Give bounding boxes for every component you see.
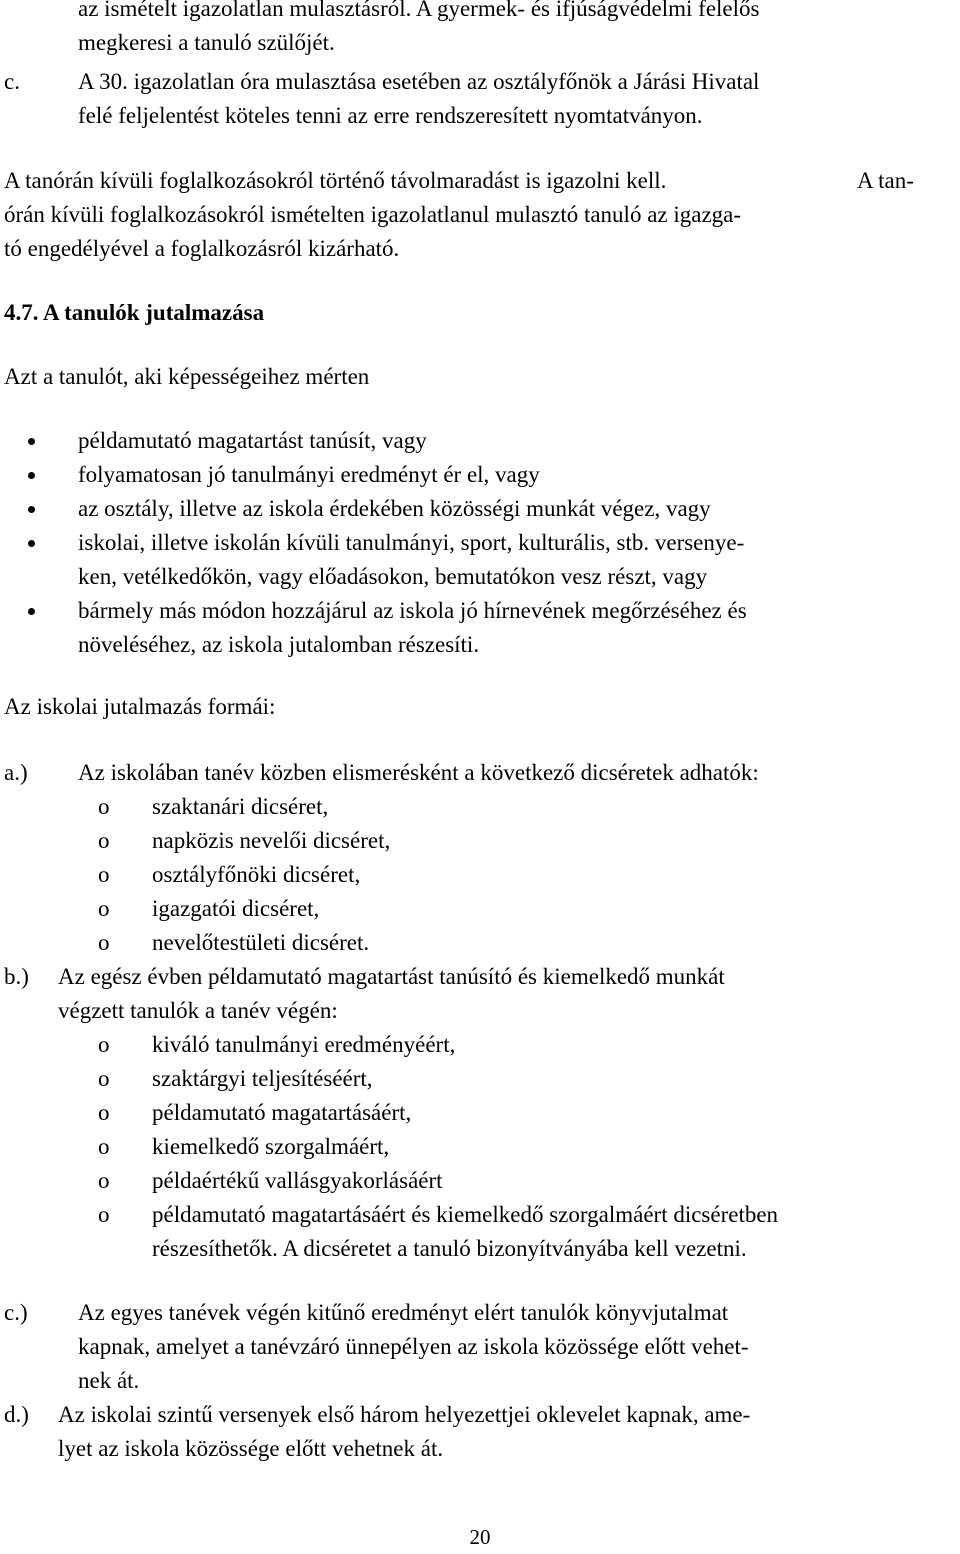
form-c-line-1: Az egyes tanévek végén kitűnő eredményt elért tanulók könyvjutalmat	[78, 1300, 729, 1325]
form-c-label: c.)	[4, 1300, 28, 1325]
list-item: példaértékű vallásgyakorlásáért	[152, 1168, 443, 1193]
list-item: példamutató magatartást tanúsít, vagy	[78, 428, 427, 453]
list-item: nevelőtestületi dicséret.	[152, 930, 370, 955]
bullet-dot	[28, 540, 35, 547]
forms-heading: Az iskolai jutalmazás formái:	[4, 694, 276, 719]
form-b-label: b.)	[4, 964, 29, 989]
list-item: kiemelkedő szorgalmáért,	[152, 1134, 390, 1159]
bullet-dot	[28, 472, 35, 479]
form-a-text: Az iskolában tanév közben elismerésként a következő dicséretek adhatók:	[78, 760, 759, 785]
item-c-line-1: A 30. igazolatlan óra mulasztása esetében az osztályfőnök a Járási Hivatal	[78, 69, 760, 94]
circle-bullet: o	[98, 1134, 110, 1159]
list-item: az osztály, illetve az iskola érdekében közösségi munkát végez, vagy	[78, 496, 711, 521]
form-d-line-2: lyet az iskola közössége előtt vehetnek át.	[58, 1436, 444, 1461]
bullet-dot	[28, 608, 35, 615]
list-item: példamutató magatartásáért és kiemelkedő szorgalmáért dicséretben	[152, 1202, 779, 1227]
extracurricular-line-2: A tan-	[857, 168, 914, 193]
item-c-line-2: felé feljelentést köteles tenni az erre rendszeresített nyomtatványon.	[78, 103, 703, 128]
list-item: szaktanári dicséret,	[152, 794, 329, 819]
extracurricular-line-1: A tanórán kívüli foglalkozásokról történő távolmaradást is igazolni kell.	[4, 168, 667, 193]
list-item-continuation: részesíthetők. A dicséretet a tanuló bizonyítványába kell vezetni.	[152, 1236, 747, 1261]
circle-bullet: o	[98, 794, 110, 819]
circle-bullet: o	[98, 930, 110, 955]
circle-bullet: o	[98, 1168, 110, 1193]
list-item: folyamatosan jó tanulmányi eredményt ér el, vagy	[78, 462, 540, 487]
list-item: iskolai, illetve iskolán kívüli tanulmányi, sport, kulturális, stb. versenye-	[78, 530, 745, 555]
form-d-line-1: Az iskolai szintű versenyek első három helyezettjei oklevelet kapnak, ame-	[58, 1402, 751, 1427]
form-c-line-2: kapnak, amelyet a tanévzáró ünnepélyen az iskola közössége előtt vehet-	[78, 1334, 749, 1359]
list-item: bármely más módon hozzájárul az iskola jó hírnevének megőrzéséhez és	[78, 598, 747, 623]
list-item: osztályfőnöki dicséret,	[152, 862, 361, 887]
form-c-line-3: nek át.	[78, 1368, 140, 1393]
bullet-dot	[28, 438, 35, 445]
list-item: példamutató magatartásáért,	[152, 1100, 412, 1125]
extracurricular-line-4: tó engedélyével a foglalkozásról kizárható.	[4, 236, 400, 261]
list-item: igazgatói dicséret,	[152, 896, 320, 921]
list-item: napközis nevelői dicséret,	[152, 828, 391, 853]
form-d-label: d.)	[4, 1402, 29, 1427]
circle-bullet: o	[98, 828, 110, 853]
extracurricular-line-3: órán kívüli foglalkozásokról ismételten igazolatlanul mulasztó tanuló az igazga-	[4, 202, 742, 227]
circle-bullet: o	[98, 1202, 110, 1227]
list-item: szaktárgyi teljesítéséért,	[152, 1066, 373, 1091]
form-b-line-2: végzett tanulók a tanév végén:	[58, 998, 338, 1023]
form-b-line-1: Az egész évben példamutató magatartást tanúsító és kiemelkedő munkát	[58, 964, 725, 989]
item-c-label: c.	[4, 69, 20, 94]
circle-bullet: o	[98, 896, 110, 921]
continuation-line-2: megkeresi a tanuló szülőjét.	[78, 30, 335, 55]
list-item-continuation: ken, vetélkedőkön, vagy előadásokon, bemutatókon vesz részt, vagy	[78, 564, 708, 589]
form-a-label: a.)	[4, 760, 28, 785]
circle-bullet: o	[98, 1100, 110, 1125]
section-intro: Azt a tanulót, aki képességeihez mérten	[4, 364, 370, 389]
bullet-dot	[28, 506, 35, 513]
circle-bullet: o	[98, 1066, 110, 1091]
circle-bullet: o	[98, 862, 110, 887]
page-number: 20	[469, 1525, 491, 1549]
section-heading: 4.7. A tanulók jutalmazása	[4, 300, 265, 325]
list-item-continuation: növeléséhez, az iskola jutalomban részesíti.	[78, 632, 480, 657]
circle-bullet: o	[98, 1032, 110, 1057]
continuation-line-1: az ismételt igazolatlan mulasztásról. A gyermek- és ifjúságvédelmi felelős	[78, 0, 760, 21]
list-item: kiváló tanulmányi eredményéért,	[152, 1032, 456, 1057]
